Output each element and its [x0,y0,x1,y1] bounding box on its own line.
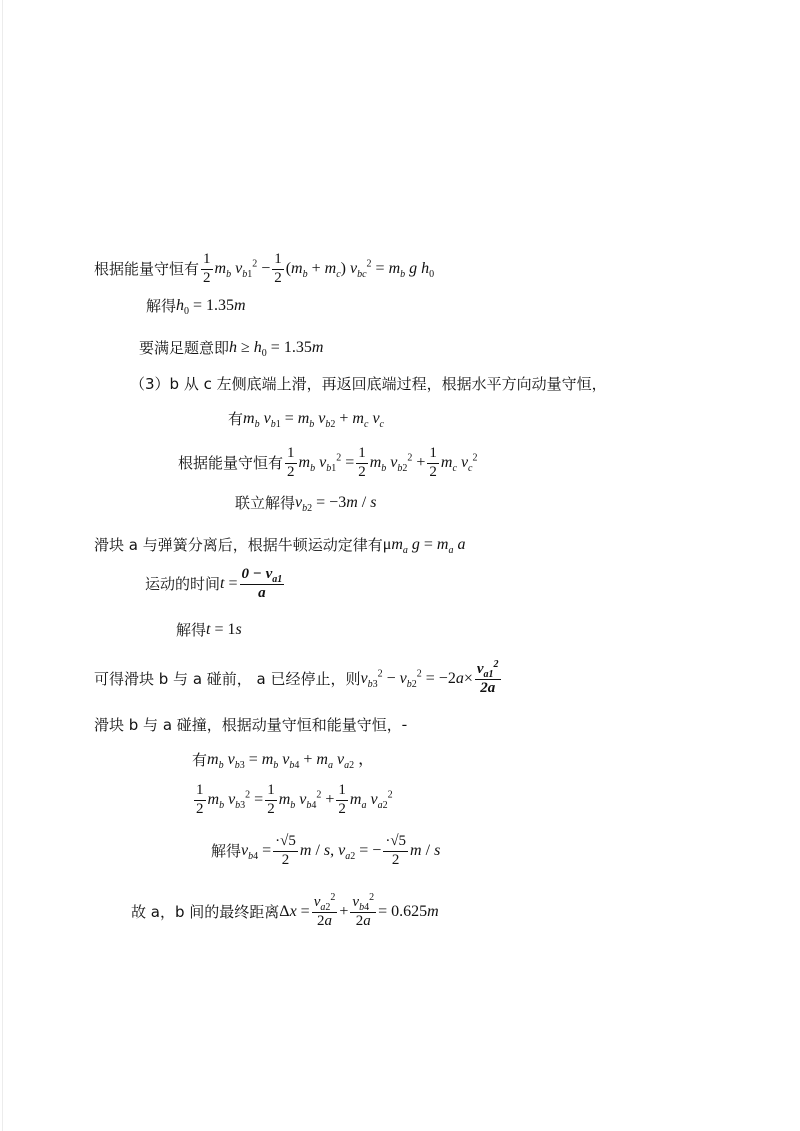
energy-conservation-line-3 [192,783,393,818]
math-expression: $v_{b4}$ = [241,842,272,863]
fraction-numerator: $0 - v_{a1}$ [241,566,283,585]
fraction [475,659,501,697]
fraction-denominator: 2a [480,679,496,696]
text-segment: 滑块 a 与弹簧分离后，根据牛顿运动定律有 [94,535,383,554]
fraction-denominator: 2a [355,912,371,929]
solution-velocities-line [211,834,440,869]
newton-law-line [94,535,466,556]
fraction-numerator: ·√5 [273,834,298,852]
energy-conservation-line-2 [178,446,478,481]
fraction-numerator: 1 [194,783,206,801]
text-segment: 有 [192,750,208,769]
fraction-numerator: $v_{b4}^2$ [352,892,375,913]
text-segment: 要满足题意即 [139,338,230,357]
math-expression: = 0.625m [378,903,439,921]
fraction-numerator: 1 [285,446,297,464]
text-segment: 可得滑块 b 与 a 碰前， a 已经停止，则 [94,669,361,688]
final-distance-line [131,892,439,930]
fraction [265,783,277,818]
energy-conservation-line-1 [94,252,434,287]
fraction [272,252,284,287]
math-expression: $\mu m_a$ $g = m_a$ a [382,536,466,556]
fraction-numerator: $v_{a2}^2$ [313,892,336,913]
math-expression: $m_b$ $v_{b3} = m_b$ $v_{b4} + m_a$ $v_{a2}$ ， [207,751,375,771]
text-segment: 解得 [146,296,177,315]
math-expression: $m_b$ $v_{b4}^2$ + [278,789,335,812]
text-segment: 故 a，b 间的最终距离 [131,902,280,921]
fraction [312,892,338,930]
fraction-numerator: 1 [356,446,368,464]
fraction-numerator: $v_{a1}^2$ [476,659,499,680]
fraction [194,783,206,818]
fraction-denominator: 2 [287,463,295,480]
fraction-numerator: ·√5 [383,834,408,852]
math-expression: + [339,903,349,921]
fraction-denominator: 2 [281,851,290,868]
text-segment: （3）b 从 c 左侧底端上滑，再返回底端过程，根据水平方向动量守恒， [130,375,607,393]
fraction [285,446,297,481]
fraction-numerator: 1 [272,252,284,270]
collision-intro-line [94,717,407,733]
math-expression: $m_b$ $v_{b3}^2$ = [207,789,264,812]
solution-vb2-line [235,493,377,514]
fraction [240,567,285,602]
math-expression: $m_b$ $v_{b2}^2$ + [369,452,426,475]
fraction-denominator: 2 [429,463,437,480]
text-segment: 根据能量守恒有 [178,453,284,472]
solution-h0-line [146,296,246,317]
part3-intro-line [130,377,607,392]
page-edge [2,0,3,1131]
fraction-denominator: 2 [338,800,346,817]
math-expression: $v_{b2} = -3m / s$ [295,494,377,514]
fraction-denominator: 2 [267,800,275,817]
text-segment: 滑块 b 与 a 碰撞，根据动量守恒和能量守恒， [94,715,402,734]
fraction [356,446,368,481]
text-segment: 运动的时间 [145,574,221,593]
fraction-numerator: 1 [427,446,439,464]
solution-t-line [176,622,242,638]
math-expression: $(m_b + m_c) v_{bc}^2 = m_b$ g $h_0$ [285,258,435,281]
fraction-denominator: 2 [274,269,282,286]
text-segment: 联立解得 [235,493,296,512]
math-expression: $m_b$ $v_{b1}^2$ = [298,452,355,475]
math-expression: $m_b$ $v_{b1} = m_b$ $v_{b2} + m_c$ $v_c$ [243,410,384,430]
fraction-denominator: 2a [317,912,333,929]
fraction [350,892,376,930]
fraction-denominator: 2 [358,463,366,480]
text-segment: 有 [228,409,244,428]
math-expression: t = [220,575,238,593]
math-expression: m / s [410,842,441,860]
fraction-denominator: 2 [196,800,204,817]
time-expression-line [145,567,286,602]
math-expression: t = 1s [206,621,242,638]
fraction-denominator: 2 [203,269,211,286]
fraction-denominator: a [258,584,266,601]
fraction [201,252,213,287]
fraction-numerator: 1 [265,783,277,801]
math-expression: $h_0 = 1.35m$ [176,297,246,317]
text-segment: 根据能量守恒有 [94,259,200,278]
math-expression: $m_b$ $v_{b1}^2$ − [214,258,271,281]
fraction [336,783,348,818]
condition-line [139,338,324,359]
text-segment: 解得 [176,620,207,639]
math-expression: $v_{b3}^2 - v_{b2}^2 = -2a\times$ [360,668,473,691]
math-expression: m / s, $v_{a2}$ = − [299,842,382,863]
momentum-conservation-line-1 [228,409,384,430]
math-expression: $m_c$ $v_c^2$ [440,452,478,475]
math-expression: $m_a$ $v_{a2}^2$ [349,789,393,812]
before-collision-line [94,659,503,697]
fraction-denominator: 2 [391,851,400,868]
math-expression: - [401,716,408,733]
math-expression: Δx = [279,903,310,921]
fraction [427,446,439,481]
fraction [273,834,298,869]
momentum-conservation-line-2 [192,750,375,771]
fraction-numerator: 1 [201,252,213,270]
math-expression: $h \ge h_0 = 1.35m$ [229,339,324,359]
text-segment: 解得 [211,841,242,860]
fraction [383,834,408,869]
fraction-numerator: 1 [336,783,348,801]
